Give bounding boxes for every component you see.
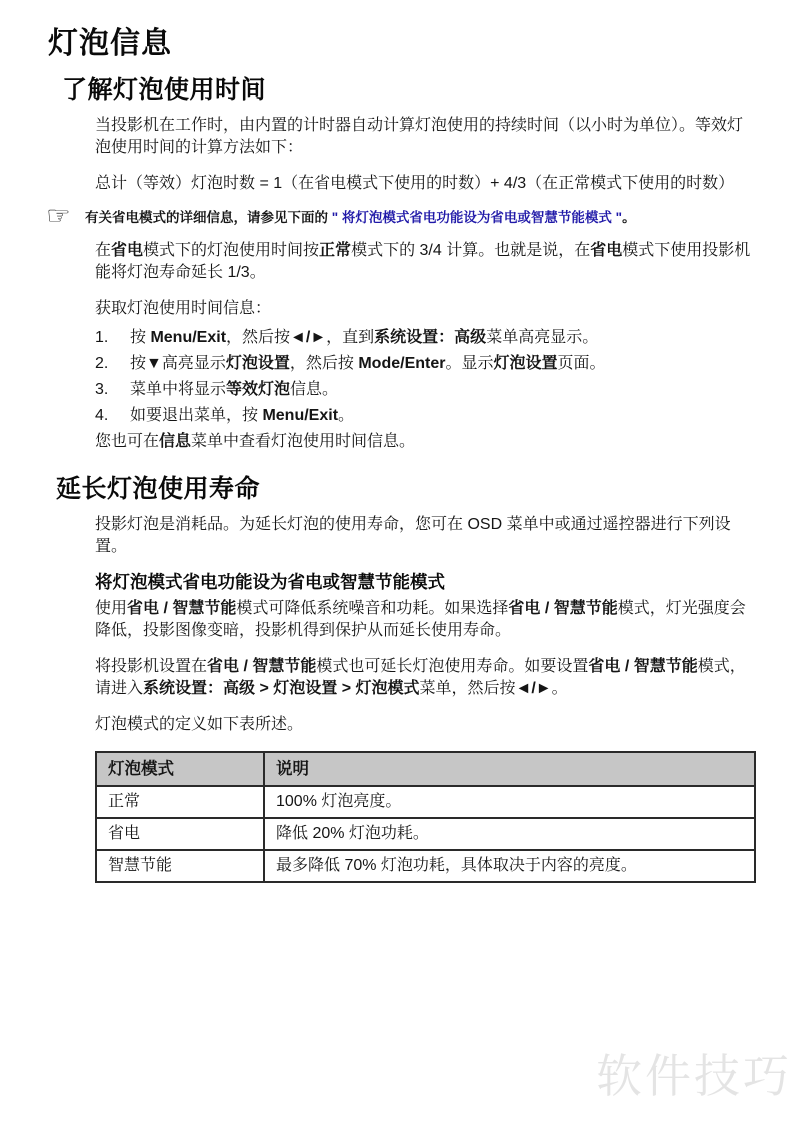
paragraph-timer: 当投影机在工作时，由内置的计时器自动计算灯泡使用的持续时间（以小时为单位）。等效灯泡使用时间的计算方法如下： bbox=[95, 117, 744, 156]
subsection-heading-lamp-mode: 将灯泡模式省电功能设为省电或智慧节能模式 bbox=[95, 572, 445, 592]
section-extend-life-content bbox=[95, 514, 756, 883]
step-item bbox=[95, 379, 756, 401]
note-suffix: 。 bbox=[622, 210, 636, 225]
table-cell-description: 100% 灯泡亮度。 bbox=[264, 786, 755, 818]
table-header-description: 说明 bbox=[264, 752, 755, 786]
lamp-mode-cross-reference-link[interactable]: " 将灯泡模式省电功能设为省电或智慧节能模式 " bbox=[331, 210, 623, 225]
steps-list bbox=[95, 327, 756, 427]
step-number: 3. bbox=[95, 381, 109, 398]
table-row bbox=[96, 818, 755, 850]
paragraph-modes: 使用省电 / 智慧节能模式可降低系统噪音和功耗。如果选择省电 / 智慧节能模式，灯光强度会降低，投影图像变暗，投影机得到保护从而延长使用寿命。 bbox=[95, 600, 746, 639]
table-cell-mode: 省电 bbox=[96, 818, 264, 850]
section-heading-extend-life: 延长灯泡使用寿命 bbox=[56, 475, 261, 503]
section-lamp-hours-content bbox=[46, 115, 756, 453]
table-cell-mode: 正常 bbox=[96, 786, 264, 818]
table-cell-description: 最多降低 70% 灯泡功耗，具体取决于内容的亮度。 bbox=[264, 850, 755, 882]
note-text bbox=[85, 209, 636, 227]
step-item bbox=[95, 327, 756, 349]
table-header-mode: 灯泡模式 bbox=[96, 752, 264, 786]
table-row bbox=[96, 850, 755, 882]
step-text: 按▼高亮显示灯泡设置，然后按 Mode/Enter。显示灯泡设置页面。 bbox=[130, 355, 606, 372]
table-intro-label: 灯泡模式的定义如下表所述。 bbox=[95, 716, 304, 733]
paragraph-formula: 总计（等效）灯泡时数 = 1（在省电模式下使用的时数）+ 4/3（在正常模式下使用的时数） bbox=[95, 175, 735, 192]
step-text: 菜单中将显示等效灯泡信息。 bbox=[130, 381, 339, 398]
step-text: 如要退出菜单，按 Menu/Exit。 bbox=[130, 407, 355, 424]
page-title: 灯泡信息 bbox=[48, 27, 172, 60]
lamp-mode-table bbox=[95, 751, 756, 883]
table-cell-description: 降低 20% 灯泡功耗。 bbox=[264, 818, 755, 850]
note-row bbox=[46, 202, 756, 230]
get-info-label: 获取灯泡使用时间信息： bbox=[95, 300, 272, 317]
section-heading-lamp-hours: 了解灯泡使用时间 bbox=[62, 76, 267, 104]
paragraph-consumable: 投影灯泡是消耗品。为延长灯泡的使用寿命，您可在 OSD 菜单中或通过遥控器进行下列设置。 bbox=[95, 516, 731, 555]
paragraph-ratio: 在省电模式下的灯泡使用时间按正常模式下的 3/4 计算。也就是说，在省电模式下使用投影机能将灯泡寿命延长 1/3。 bbox=[95, 242, 751, 281]
paragraph-also-info: 您也可在信息菜单中查看灯泡使用时间信息。 bbox=[95, 433, 416, 450]
step-item bbox=[95, 353, 756, 375]
watermark: 软件技巧 bbox=[596, 1050, 792, 1102]
step-number: 2. bbox=[95, 355, 109, 372]
table-header-row bbox=[96, 752, 755, 786]
pointing-hand-icon: ☞ bbox=[46, 202, 71, 230]
step-number: 1. bbox=[95, 329, 109, 346]
table-row bbox=[96, 786, 755, 818]
step-text: 按 Menu/Exit，然后按◄/►，直到系统设置：高级菜单高亮显示。 bbox=[130, 329, 599, 346]
table-cell-mode: 智慧节能 bbox=[96, 850, 264, 882]
note-prefix: 有关省电模式的详细信息，请参见下面的 bbox=[85, 210, 332, 225]
step-number: 4. bbox=[95, 407, 109, 424]
paragraph-setup: 将投影机设置在省电 / 智慧节能模式也可延长灯泡使用寿命。如要设置省电 / 智慧节能模式，请进入系统设置：高级 > 灯泡设置 > 灯泡模式菜单，然后按◄/►。 bbox=[95, 658, 746, 697]
step-item bbox=[95, 405, 756, 427]
